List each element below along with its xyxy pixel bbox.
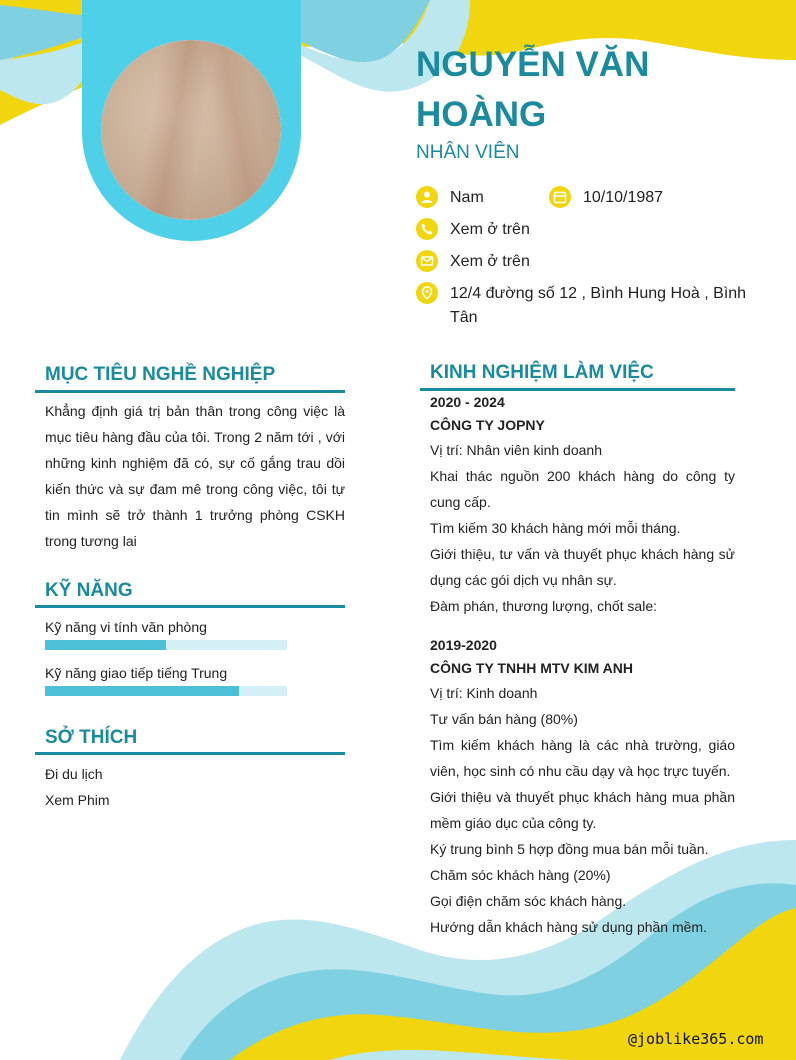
email-icon xyxy=(416,250,438,272)
hobbies-title: SỞ THÍCH xyxy=(45,727,138,748)
skill-bar-fill xyxy=(45,686,239,696)
job-line: Gọi điện chăm sóc khách hàng. xyxy=(430,893,627,909)
job-line: Tìm kiếm khách hàng là các nhà trường, giáo viên, học sinh có nhu cầu dạy và học trực tuyến. xyxy=(430,737,735,779)
skill-label: Kỹ năng vi tính văn phòng xyxy=(45,619,207,635)
skill-bar xyxy=(45,640,287,650)
job-entry xyxy=(430,391,735,619)
gender-value: Nam xyxy=(450,189,484,206)
job-company: CÔNG TY JOPNY xyxy=(430,417,545,433)
skill-label: Kỹ năng giao tiếp tiếng Trung xyxy=(45,665,228,681)
skill-bar xyxy=(45,686,287,696)
job-line: Khai thác nguồn 200 khách hàng do công ty cung cấp. xyxy=(430,468,735,510)
objective-text: Khẳng định giá trị bản thân trong công việc là mục tiêu hàng đầu của tôi. Trong 2 năm tới , với những kinh nghiệm đã có, sự cố gắng trau dồi kiến thức và sự đam mê trong công việc, tôi tự tin mình sẽ trở thành 1 trưởng phòng CSKH trong tương lai xyxy=(45,403,345,549)
user-icon xyxy=(416,186,438,208)
job-period: 2020 - 2024 xyxy=(430,394,505,410)
job-line: Ký trung bình 5 hợp đồng mua bán mỗi tuần. xyxy=(430,841,709,857)
job-title: NHÂN VIÊN xyxy=(416,142,520,163)
job-line: Giới thiệu, tư vấn và thuyết phục khách hàng sử dụng các gói dịch vụ nhân sự. xyxy=(430,546,735,588)
phone-value: Xem ở trên xyxy=(450,221,530,238)
skills-divider xyxy=(35,605,345,608)
hobby-item: Xem Phim xyxy=(45,792,110,808)
skills-title: KỸ NĂNG xyxy=(45,580,133,601)
job-line: Giới thiệu và thuyết phục khách hàng mua phần mềm giáo dục của công ty. xyxy=(430,789,735,831)
candidate-name: NGUYỄN VĂN HOÀNG xyxy=(416,45,650,134)
calendar-icon xyxy=(549,186,571,208)
address-value: 12/4 đường số 12 , Bình Hung Hoà , Bình Tân xyxy=(450,285,747,326)
email-value: Xem ở trên xyxy=(450,253,530,270)
skill-bar-fill xyxy=(45,640,166,650)
job-line: Chăm sóc khách hàng (20%) xyxy=(430,867,611,883)
hobbies-divider xyxy=(35,752,345,755)
experience-title: KINH NGHIỆM LÀM VIỆC xyxy=(430,362,654,383)
objective-divider xyxy=(35,390,345,393)
job-line: Đàm phán, thương lượng, chốt sale: xyxy=(430,598,658,614)
job-company: CÔNG TY TNHH MTV KIM ANH xyxy=(430,660,633,676)
profile-photo-image xyxy=(101,40,281,220)
job-line: Tư vấn bán hàng (80%) xyxy=(430,711,578,727)
job-period: 2019-2020 xyxy=(430,637,497,653)
job-line: Tìm kiếm 30 khách hàng mới mỗi tháng. xyxy=(430,520,681,536)
watermark: @joblike365.com xyxy=(628,1030,764,1048)
profile-photo xyxy=(101,40,281,220)
job-line: Vị trí: Kinh doanh xyxy=(430,685,538,701)
objective-title: MỤC TIÊU NGHỀ NGHIỆP xyxy=(45,364,276,385)
phone-icon xyxy=(416,218,438,240)
job-line: Hướng dẫn khách hàng sử dụng phần mềm. xyxy=(430,919,707,935)
birthdate-value: 10/10/1987 xyxy=(583,189,664,206)
job-entry xyxy=(430,634,735,940)
job-line: Vị trí: Nhân viên kinh doanh xyxy=(430,442,602,458)
hobby-item: Đi du lịch xyxy=(45,766,103,782)
location-icon xyxy=(416,282,438,304)
